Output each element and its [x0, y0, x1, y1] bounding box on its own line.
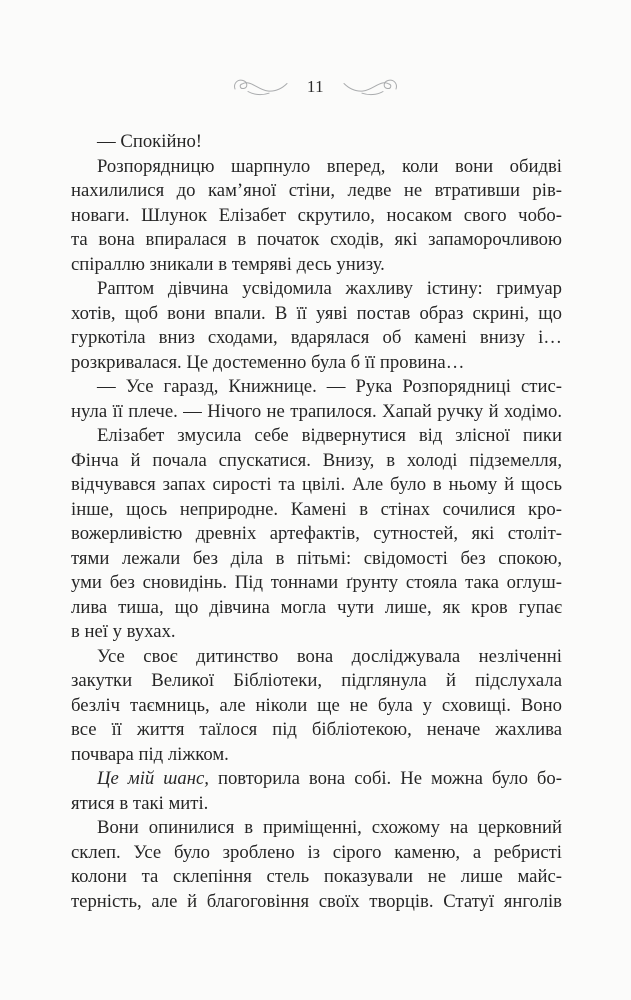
- body-text: повторила вона собі. Не можна було бо-: [208, 768, 562, 789]
- body-text: уми без сновидінь. Під тоннами ґрунту стояла така оглуш-: [71, 572, 562, 593]
- body-text: терність, але й благоговіння своїх творців. Статуї янголів: [71, 890, 562, 912]
- text-line: [71, 792, 562, 817]
- page-text: [71, 130, 562, 914]
- body-text: все її життя таїлося під бібліотекою, неначе жахлива: [71, 719, 562, 740]
- text-line: [71, 522, 562, 547]
- body-text: новаги. Шлунок Елізабет скрутило, носаком свого чобо-: [71, 204, 562, 226]
- paragraph: [71, 816, 562, 914]
- body-text: нахилилися до кам’яної стіни, ледве не втративши рів-: [71, 180, 562, 201]
- body-text: хотів, щоб вони впали. В її уяві постав образ скрині, що: [71, 302, 562, 324]
- text-line: [71, 204, 562, 229]
- body-text: інше, щось неприродне. Камені в стінах сочилися кро-: [71, 498, 562, 520]
- body-text: почвара під ліжком.: [71, 743, 229, 765]
- text-line: [71, 375, 562, 400]
- text-line: [71, 179, 562, 204]
- text-line: [71, 743, 562, 768]
- text-line: [71, 253, 562, 278]
- text-line: [71, 351, 562, 376]
- body-text: вожерливістю древніх артефактів, сутностей, які століт-: [71, 523, 562, 544]
- body-text: нула її плече. — Нічого не трапилося. Хапай ручку й ходімо.: [71, 400, 562, 422]
- body-text: безліч таємниць, але ніколи ще не була у сховищі. Воно: [71, 694, 562, 716]
- paragraph: [71, 767, 562, 816]
- body-text: спіраллю зникали в темряві десь унизу.: [71, 253, 385, 275]
- text-line: [71, 620, 562, 645]
- text-line: [71, 400, 562, 425]
- text-line: [71, 890, 562, 915]
- body-text: Розпорядницю шарпнуло вперед, коли вони обидві: [97, 155, 562, 177]
- body-text: Усе своє дитинство вона досліджувала незліченні: [97, 645, 562, 667]
- body-text: ятися в такі миті.: [71, 792, 209, 814]
- paragraph: [71, 155, 562, 278]
- body-text: — Усе гаразд, Книжнице. — Рука Розпорядниці стис-: [97, 376, 562, 397]
- text-line: [71, 326, 562, 351]
- text-line: [71, 669, 562, 694]
- text-line: [71, 816, 562, 841]
- body-text: гуркотіла вниз сходами, вдарялася об камені внизу і…: [71, 327, 562, 348]
- paragraph: [71, 277, 562, 375]
- body-text: закутки Великої Бібліотеки, підглянула й підслухала: [71, 670, 562, 691]
- text-line: [71, 596, 562, 621]
- page-number: 11: [306, 76, 325, 96]
- italic-text: Це мій шанс,: [97, 768, 209, 789]
- text-line: [71, 841, 562, 866]
- paragraph: [71, 130, 562, 155]
- text-line: [71, 694, 562, 719]
- body-text: відчувався запах сирості та цвілі. Але було в ньому й щось: [71, 474, 562, 495]
- paragraph: [71, 645, 562, 768]
- body-text: склеп. Усе було зроблено із сірого каменю, а ребристі: [71, 841, 562, 863]
- paragraph: [71, 424, 562, 645]
- text-line: [71, 424, 562, 449]
- text-line: [71, 767, 562, 792]
- body-text: Фінча й почала спускатися. Внизу, в холоді підземелля,: [71, 449, 562, 471]
- text-line: [71, 571, 562, 596]
- flourish-left-icon: [232, 76, 290, 98]
- body-text: розкривалася. Це достеменно була б її провина…: [71, 351, 465, 373]
- text-line: [71, 547, 562, 572]
- flourish-right-icon: [341, 76, 399, 98]
- text-line: [71, 302, 562, 327]
- text-line: [71, 228, 562, 253]
- body-text: Раптом дівчина усвідомила жахливу істину: гримуар: [97, 278, 562, 299]
- text-line: [71, 130, 562, 155]
- body-text: колони та склепіння стель показували не лише майс-: [71, 866, 562, 887]
- paragraph: [71, 375, 562, 424]
- text-line: [71, 645, 562, 670]
- body-text: — Спокійно!: [97, 131, 203, 152]
- text-line: [71, 449, 562, 474]
- body-text: лива тиша, що дівчина могла чути лише, як кров гупає: [71, 596, 562, 618]
- body-text: Елізабет змусила себе відвернутися від злісної пики: [97, 425, 562, 446]
- text-line: [71, 155, 562, 180]
- text-line: [71, 865, 562, 890]
- body-text: в неї у вухах.: [71, 621, 176, 642]
- body-text: Вони опинилися в приміщенні, схожому на церковний: [97, 817, 562, 838]
- text-line: [71, 498, 562, 523]
- page-header: [0, 74, 631, 100]
- body-text: та вона впиралася в початок сходів, які запаморочливою: [71, 229, 562, 250]
- text-line: [71, 473, 562, 498]
- body-text: тями лежали без діла в пітьмі: свідомості без спокою,: [71, 547, 562, 569]
- text-line: [71, 277, 562, 302]
- text-line: [71, 718, 562, 743]
